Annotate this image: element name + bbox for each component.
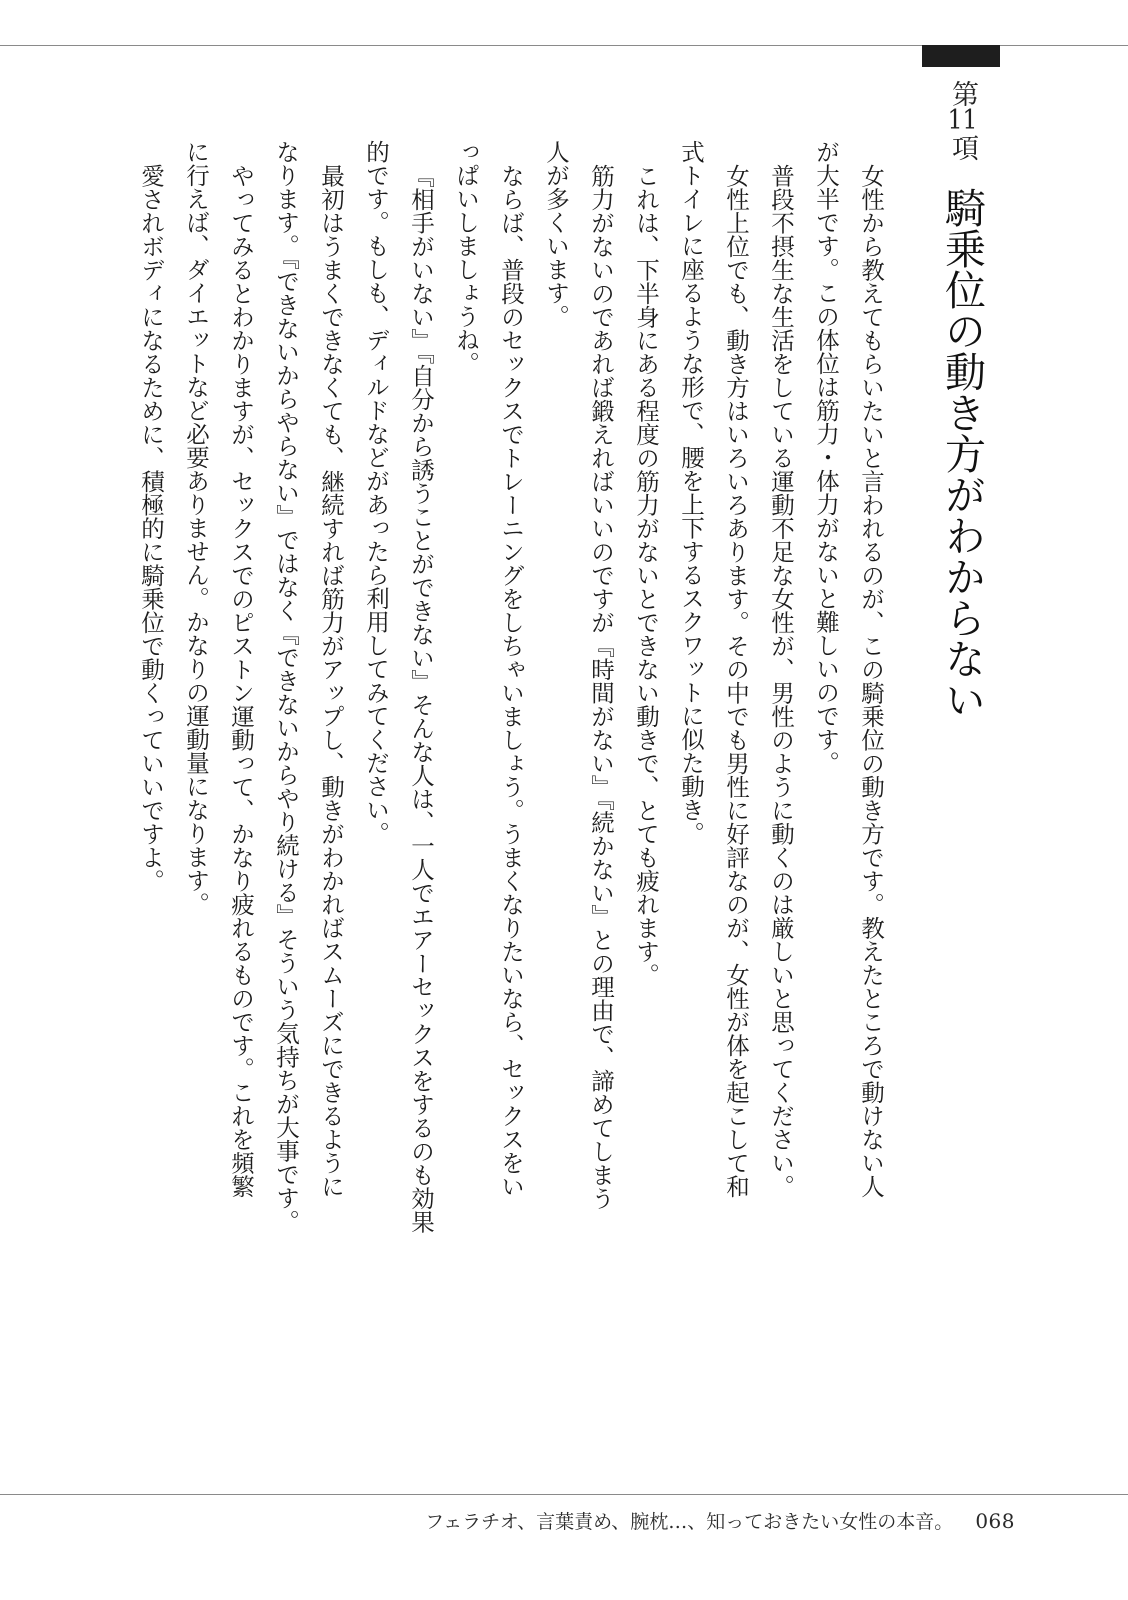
paragraph [668,140,758,1240]
page-footer [425,1507,1015,1534]
text-line: 筋力がないのであれば鍛えればいいのですが『時間がない』『続かない』との理由で、諦めてしまう [587,163,615,1210]
running-title: フェラチオ、言葉責め、腕枕…、知っておきたい女性の本音。 [425,1511,954,1533]
text-line: 愛されボディになるために、積極的に騎乗位で動くっていいですよ。 [137,163,165,892]
paragraph [173,140,263,1240]
text-line: 女性上位でも、動き方はいろいろあります。その中でも男性に好評なのが、女性が体を起こして和 [722,163,750,1198]
text-line: これは、下半身にある程度の筋力がないとできない動きで、とても疲れます。 [632,163,660,986]
text-line: 『相手がいない』『自分から誘うことができない』そんな人は、一人でエアーセックスをするのも効果 [407,163,435,1233]
text-line: っぱいしましょうね。 [452,140,480,375]
text-line: が大半です。この体位は筋力・体力がないと難しいのです。 [812,140,840,775]
text-line: 普段不摂生な生活をしている運動不足な女性が、男性のように動くのは厳しいと思ってください。 [767,163,795,1198]
page-number: 068 [975,1509,1015,1533]
paragraph [263,140,353,1240]
paragraph [128,140,173,1240]
chapter-label-suffix: 項 [947,134,978,161]
paragraph [758,140,803,1240]
text-line: 的です。もしも、ディルドなどがあったら利用してみてください。 [362,140,390,845]
paragraph [623,140,668,1240]
text-line: 式トイレに座るような形で、腰を上下するスクワットに似た動き。 [677,140,705,845]
footer-rule [0,1494,1128,1495]
paragraph [353,140,443,1240]
paragraph [803,140,893,1240]
text-line: やってみるとわかりますが、セックスでのピストン運動って、かなり疲れるものです。これを頻繁 [227,163,255,1198]
chapter-number: 11 [947,107,978,134]
text-line: ならば、普段のセックスでトレーニングをしちゃいましょう。うまくなりたいなら、セックスをい [497,163,525,1198]
chapter-label [937,80,987,161]
body-text [128,140,893,1240]
chapter-tab-marker [922,45,1000,67]
text-line: 女性から教えてもらいたいと言われるのが、この騎乗位の動き方です。教えたところで動けない人 [857,163,885,1198]
text-line: なります。『できないからやらない』ではなく『できないからやり続ける』そういう気持ちが大事です。 [272,140,300,1233]
text-line: に行えば、ダイエットなど必要ありません。かなりの運動量になります。 [182,140,210,916]
text-line: 最初はうまくできなくても、継続すれば筋力がアップし、動きがわかればスムーズにできるように [317,163,345,1198]
text-line: 人が多くいます。 [542,140,570,328]
chapter-label-prefix: 第 [947,80,978,107]
paragraph [533,140,623,1240]
paragraph [443,140,533,1240]
section-title: 騎乗位の動き方がわからない [938,187,986,720]
